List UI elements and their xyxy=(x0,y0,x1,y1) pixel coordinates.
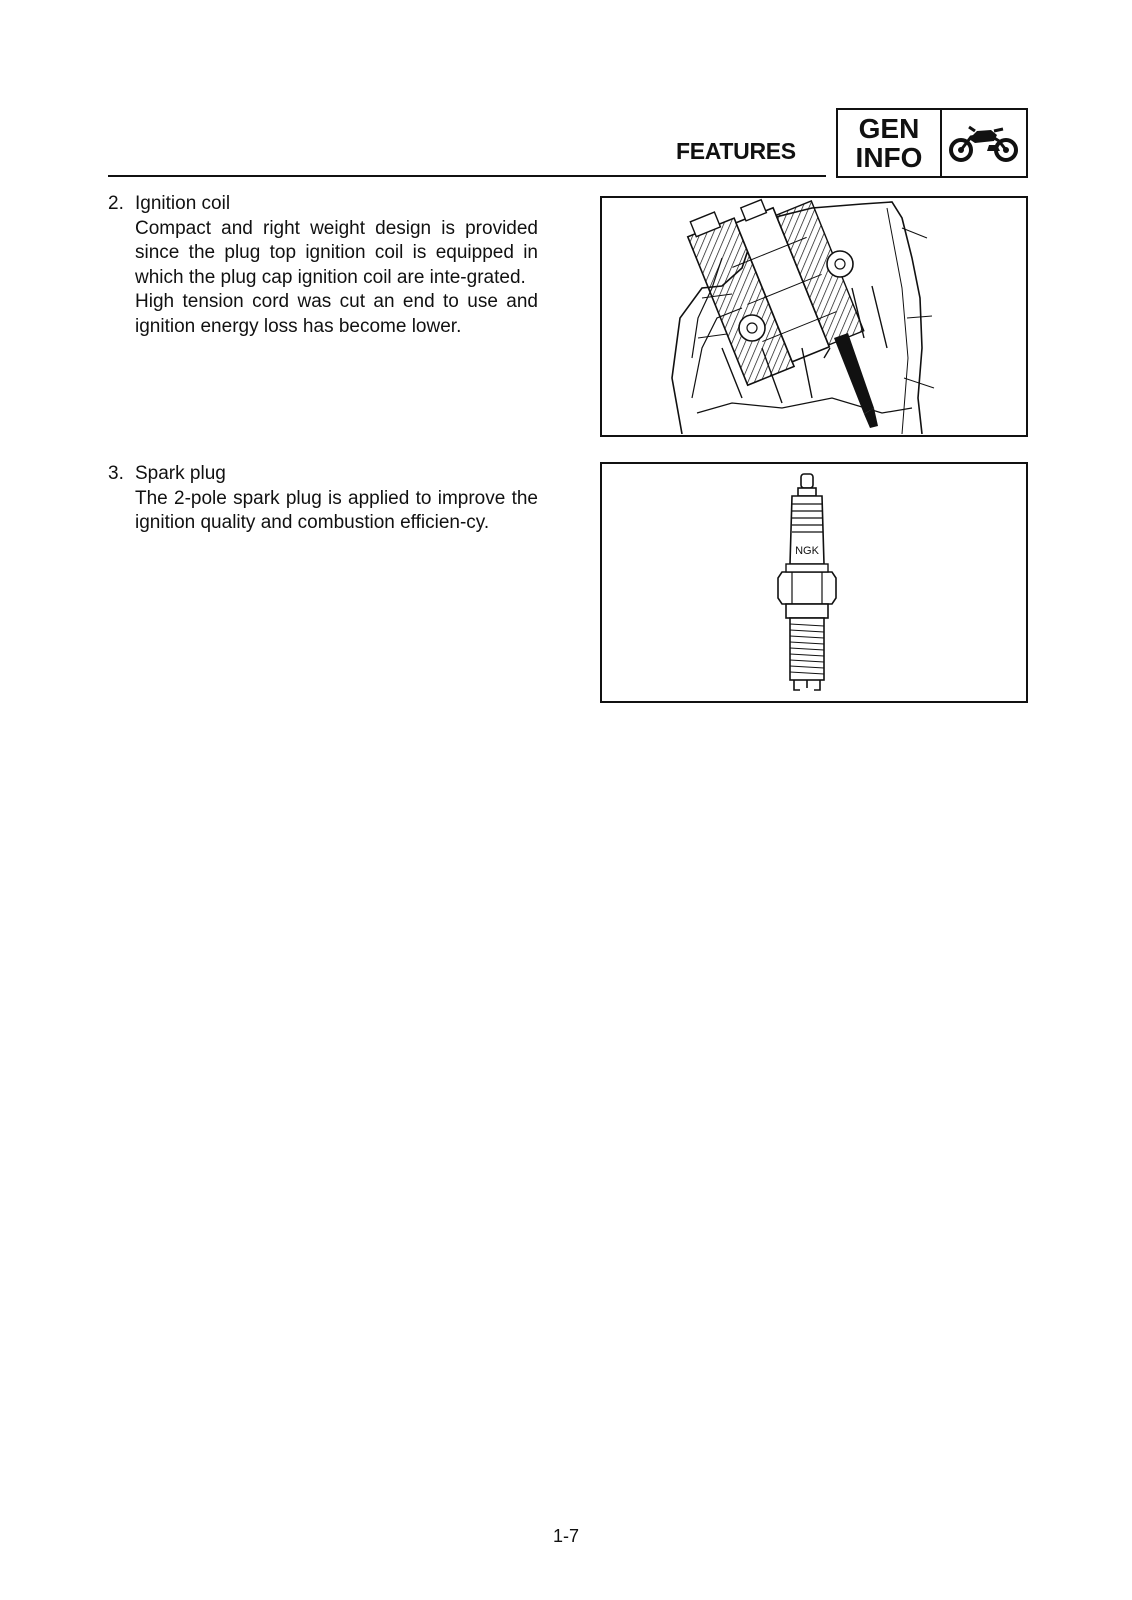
motorcycle-icon xyxy=(947,123,1021,163)
paragraph: High tension cord was cut an end to use and ignition energy loss has become lower. xyxy=(135,291,538,337)
item-number: 3. xyxy=(108,463,124,484)
item-title: Ignition coil xyxy=(135,193,231,214)
section-ignition-coil xyxy=(108,192,538,339)
badge-icon-cell xyxy=(942,110,1026,176)
paragraph: The 2-pole spark plug is applied to improve the ignition quality and combustion efficien-cy. xyxy=(135,487,538,533)
paragraph: Compact and right weight design is provided since the plug top ignition coil is equipped in which the plug cap ignition coil are inte-grated. xyxy=(135,217,538,288)
spark-plug-illustration xyxy=(602,464,1025,700)
badge-label xyxy=(838,110,942,176)
spark-plug-figure xyxy=(600,462,1028,703)
item-number: 2. xyxy=(108,193,124,214)
ignition-coil-illustration xyxy=(602,198,1025,434)
gen-info-badge xyxy=(836,108,1028,178)
header-rule xyxy=(108,175,826,177)
spark-plug-brand: NGK xyxy=(795,545,819,557)
item-title: Spark plug xyxy=(135,463,226,484)
ignition-coil-figure xyxy=(600,196,1028,437)
page-number: 1-7 xyxy=(552,1526,579,1546)
section-title: FEATURES xyxy=(676,138,796,164)
badge-line-gen: GEN xyxy=(858,113,920,144)
section-spark-plug xyxy=(108,462,538,536)
badge-line-info: INFO xyxy=(855,142,923,173)
